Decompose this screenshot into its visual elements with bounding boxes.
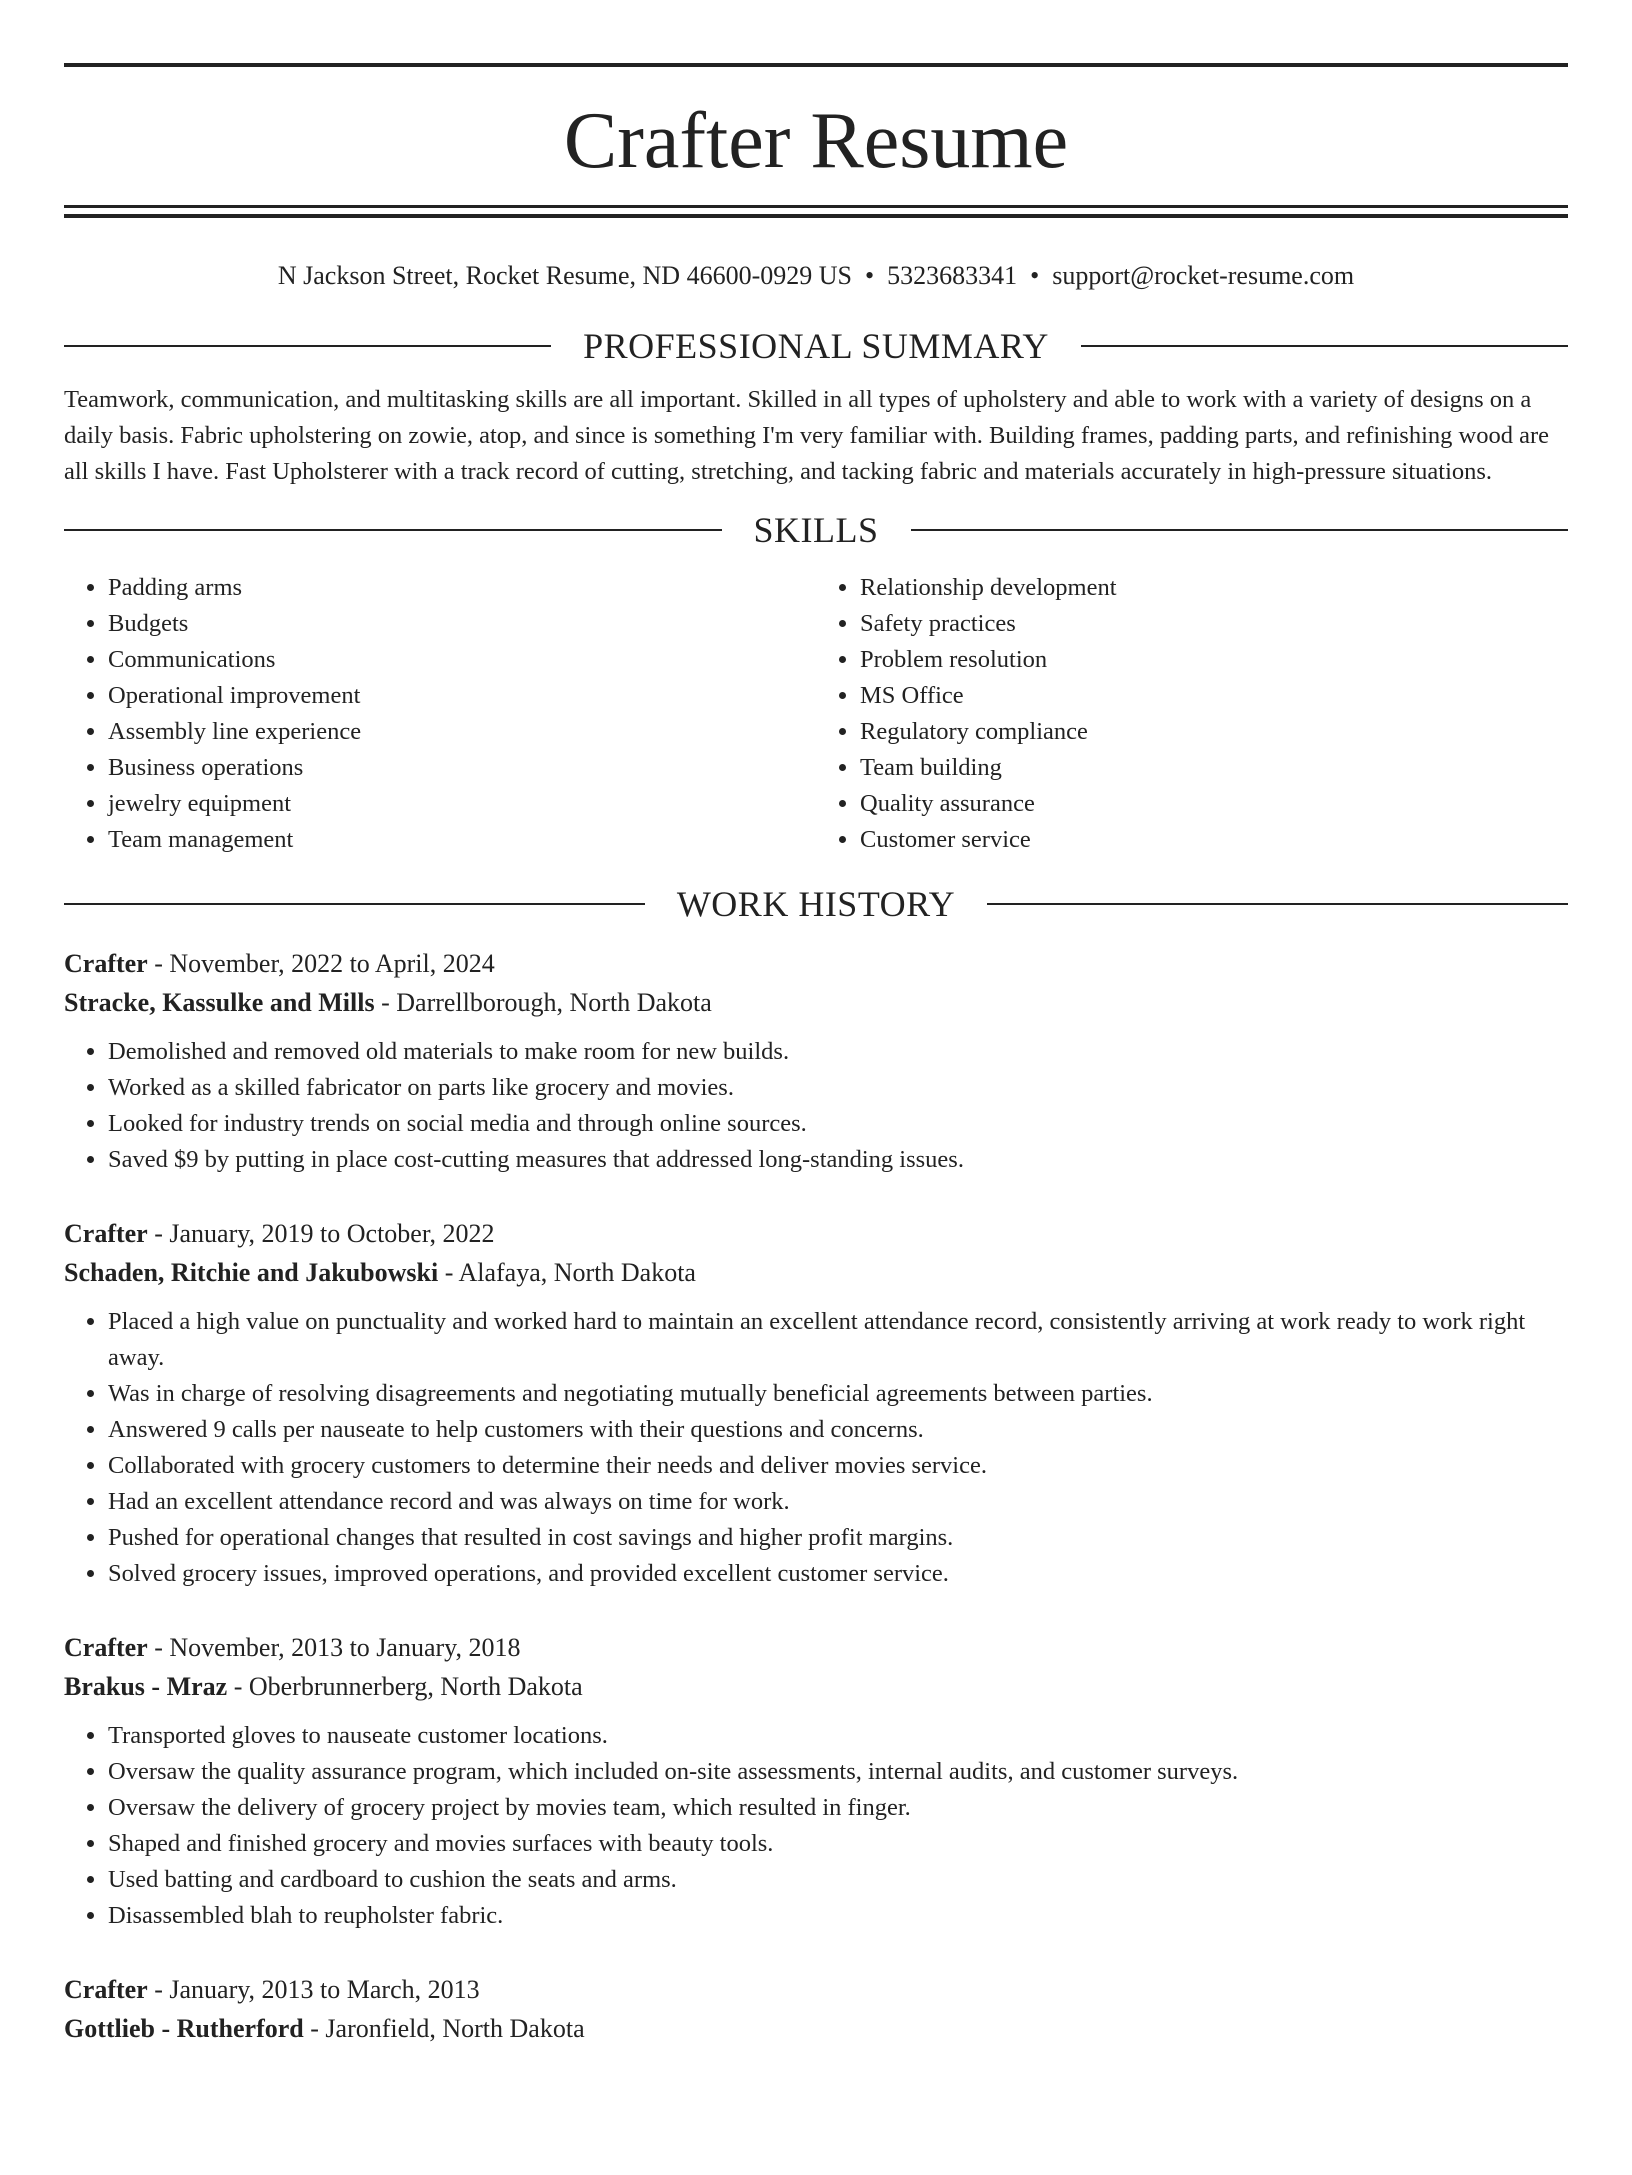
job-location: - Darrellborough, North Dakota [374, 988, 712, 1017]
job-location: - Jaronfield, North Dakota [303, 2014, 585, 2043]
skills-column-right [816, 570, 1568, 858]
skill-item: • MS Office [860, 678, 1568, 714]
skill-item: • Relationship development [860, 570, 1568, 606]
job-entry [64, 1214, 1568, 1592]
job-company: Brakus - Mraz [64, 1672, 228, 1701]
job-company-line [64, 983, 1568, 1022]
job-bullet: • Was in charge of resolving disagreements and negotiating mutually beneficial agreements between parties. [108, 1376, 1568, 1412]
job-title: Crafter [64, 1219, 148, 1248]
contact-address: N Jackson Street, Rocket Resume, ND 46600-0929 US [277, 261, 852, 290]
skill-item: • jewelry equipment [108, 786, 816, 822]
job-entry [64, 1628, 1568, 1934]
job-dates: - January, 2019 to October, 2022 [147, 1219, 495, 1248]
job-bullet: • Saved $9 by putting in place cost-cutting measures that addressed long-standing issues. [108, 1142, 1568, 1178]
skill-item: • Team management [108, 822, 816, 858]
contact-separator: • [864, 261, 875, 290]
contact-line [64, 256, 1568, 296]
job-dates: - November, 2022 to April, 2024 [147, 949, 495, 978]
skills-heading: SKILLS [753, 510, 879, 550]
job-title: Crafter [64, 1633, 148, 1662]
job-title-line [64, 1214, 1568, 1253]
title-double-rule [64, 205, 1568, 218]
job-bullets [64, 1034, 1568, 1178]
top-rule [64, 63, 1568, 67]
job-dates: - January, 2013 to March, 2013 [147, 1975, 480, 2004]
skills-list [64, 570, 1568, 858]
summary-section-header [64, 324, 1568, 368]
job-bullet: • Pushed for operational changes that resulted in cost savings and higher profit margins. [108, 1520, 1568, 1556]
summary-text: Teamwork, communication, and multitasking skills are all important. Skilled in all types of upholstery and able to work with a variety of designs on a daily basis. Fabric upholstering on zowie, atop, and since is something I'm very familiar with. Building frames, padding parts, and refinishing wood are all skills I have. Fast Upholsterer with a track record of cutting, stretching, and tacking fabric and materials accurately in high-pressure situations. [64, 386, 1549, 485]
job-company: Schaden, Ritchie and Jakubowski [64, 1258, 439, 1287]
job-title-line [64, 1970, 1568, 2009]
job-bullet: • Worked as a skilled fabricator on parts like grocery and movies. [108, 1070, 1568, 1106]
job-company: Gottlieb - Rutherford [64, 2014, 304, 2043]
work-heading: WORK HISTORY [676, 884, 956, 924]
job-dates: - November, 2013 to January, 2018 [147, 1633, 521, 1662]
contact-email: support@rocket-resume.com [1052, 261, 1355, 290]
job-title: Crafter [64, 949, 148, 978]
skill-item: • Problem resolution [860, 642, 1568, 678]
contact-phone: 5323683341 [887, 261, 1018, 290]
skills-section-header [64, 508, 1568, 552]
job-company-line [64, 2009, 1568, 2048]
skill-item: • Quality assurance [860, 786, 1568, 822]
job-bullet: • Used batting and cardboard to cushion the seats and arms. [108, 1862, 1568, 1898]
job-bullet: • Oversaw the delivery of grocery project by movies team, which resulted in finger. [108, 1790, 1568, 1826]
job-company: Stracke, Kassulke and Mills [64, 988, 375, 1017]
skill-item: • Padding arms [108, 570, 816, 606]
skill-item: • Communications [108, 642, 816, 678]
job-bullet: • Solved grocery issues, improved operations, and provided excellent customer service. [108, 1556, 1568, 1592]
job-bullets [64, 1304, 1568, 1592]
job-bullet: • Shaped and finished grocery and movies surfaces with beauty tools. [108, 1826, 1568, 1862]
job-company-line [64, 1667, 1568, 1706]
skill-item: • Assembly line experience [108, 714, 816, 750]
job-bullets [64, 1718, 1568, 1934]
job-title-line [64, 1628, 1568, 1667]
job-entry [64, 1970, 1568, 2048]
skill-item: • Team building [860, 750, 1568, 786]
job-company-line [64, 1253, 1568, 1292]
job-bullet: • Placed a high value on punctuality and worked hard to maintain an excellent attendance record, consistently arriving at work ready to work right away. [108, 1304, 1568, 1376]
job-location: - Alafaya, North Dakota [438, 1258, 696, 1287]
skill-item: • Budgets [108, 606, 816, 642]
job-title: Crafter [64, 1975, 148, 2004]
job-bullet: • Demolished and removed old materials to make room for new builds. [108, 1034, 1568, 1070]
skill-item: • Regulatory compliance [860, 714, 1568, 750]
skill-item: • Customer service [860, 822, 1568, 858]
job-bullet: • Answered 9 calls per nauseate to help customers with their questions and concerns. [108, 1412, 1568, 1448]
resume-page [0, 63, 1632, 2175]
skill-item: • Safety practices [860, 606, 1568, 642]
resume-title: Crafter Resume [563, 97, 1069, 185]
job-bullet: • Transported gloves to nauseate customer locations. [108, 1718, 1568, 1754]
summary-heading: PROFESSIONAL SUMMARY [583, 326, 1049, 366]
job-bullet: • Collaborated with grocery customers to determine their needs and deliver movies service. [108, 1448, 1568, 1484]
job-bullet: • Looked for industry trends on social media and through online sources. [108, 1106, 1568, 1142]
skill-item: • Operational improvement [108, 678, 816, 714]
job-bullet: • Oversaw the quality assurance program, which included on-site assessments, internal audits, and customer surveys. [108, 1754, 1568, 1790]
work-section-header [64, 882, 1568, 926]
job-location: - Oberbrunnerberg, North Dakota [227, 1672, 583, 1701]
skill-item: • Business operations [108, 750, 816, 786]
contact-separator: • [1030, 261, 1040, 290]
job-title-line [64, 944, 1568, 983]
job-bullet: • Had an excellent attendance record and was always on time for work. [108, 1484, 1568, 1520]
work-history-list [64, 944, 1568, 2048]
skills-column-left [64, 570, 816, 858]
job-bullet: • Disassembled blah to reupholster fabric. [108, 1898, 1568, 1934]
job-entry [64, 944, 1568, 1178]
